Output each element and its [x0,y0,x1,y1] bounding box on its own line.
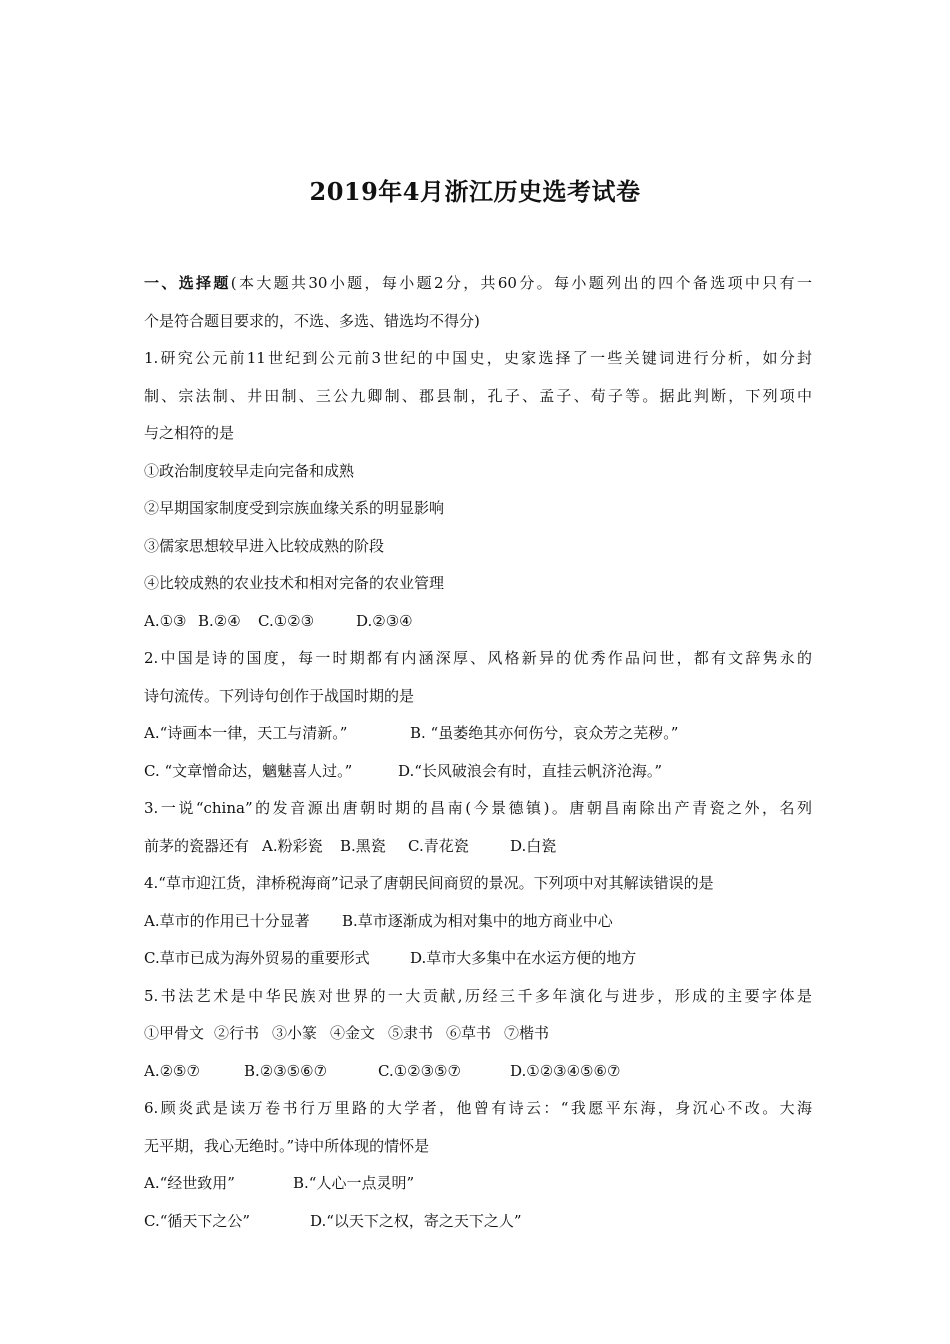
q6-stem-line1: 6.顾炎武是读万卷书行万里路的大学者，他曾有诗云：“我愿平东海，身沉心不改。大海 [144,1099,812,1117]
q4-option-c: C.草市已成为海外贸易的重要形式 [144,949,370,967]
q5-stem-line1: 5.书法艺术是中华民族对世界的一大贡献,历经三千多年演化与进步，形成的主要字体是 [144,986,812,1005]
q2-option-d: D.“长风破浪会有时，直挂云帆济沧海。” [398,761,663,780]
q6-options-row2 [144,1203,812,1241]
q4-option-b: B.草市逐渐成为相对集中的地方商业中心 [342,911,613,930]
q5-options [144,1053,812,1091]
q3-stem-line1: 3.一说“china”的发音源出唐朝时期的昌南(今景德镇)。唐朝昌南除出产青瓷之外，名列 [144,799,812,817]
q2-option-b: B. “虽萎绝其亦何伤兮，哀众芳之芜秽。” [410,724,679,742]
q2-options-row2 [144,753,812,791]
q6-stem-line2: 无平期，我心无绝时。”诗中所体现的情怀是 [144,1136,430,1155]
q5-item: ②行书 [214,1024,260,1042]
exam-content [144,265,812,1240]
q6-option-a: A.“经世致用” [144,1174,235,1192]
section-instruction-line1 [144,265,812,303]
q2-options-row1 [144,715,812,753]
q2-stem-line2: 诗句流传。下列诗句创作于战国时期的是 [144,686,415,705]
q1-option-b: B.②④ [198,611,241,630]
q2-stem-line1: 2.中国是诗的国度，每一时期都有内涵深厚、风格新异的优秀作品问世，都有文辞隽永的 [144,649,812,667]
q2-option-a: A.“诗画本一律，天工与清新。” [144,724,348,742]
q3-option-d: D.白瓷 [510,836,557,855]
q1-stem-line3: 与之相符的是 [144,424,235,442]
q1-item: ①政治制度较早走向完备和成熟 [144,461,355,480]
q1-stem-line1: 1.研究公元前11世纪到公元前3世纪的中国史，史家选择了一些关键词进行分析，如分封 [144,349,812,367]
q1-stem-line2: 制、宗法制、井田制、三公九卿制、郡县制，孔子、孟子、荀子等。据此判断，下列项中 [144,386,812,405]
q4-option-d: D.草市大多集中在水运方便的地方 [410,949,637,967]
q5-item: ⑤隶书 [388,1024,434,1042]
q5-option-b: B.②③⑤⑥⑦ [244,1061,328,1080]
q5-item: ④金文 [330,1024,376,1042]
q5-item: ⑥草书 [446,1024,492,1042]
q5-item: ③小篆 [272,1024,318,1042]
q1-item: ④比较成熟的农业技术和相对完备的农业管理 [144,574,445,592]
q1-options [144,603,812,641]
q6-option-b: B.“人心一点灵明” [293,1174,415,1192]
q3-stem-line2 [144,828,812,866]
q3-option-b: B.黑瓷 [340,836,386,855]
q1-option-a: A.①③ [144,611,187,630]
q4-option-a: A.草市的作用已十分显著 [144,911,310,930]
q5-items [144,1015,812,1053]
q4-options-row1 [144,903,812,941]
q6-option-d: D.“以天下之权，寄之天下之人” [310,1211,522,1230]
q5-item: ⑦楷书 [504,1024,550,1042]
q3-option-a: A.粉彩瓷 [262,836,323,855]
section-heading: 一、选择题 [144,274,231,292]
section-instruction-text: (本大题共30小题，每小题2分，共60分。每小题列出的四个备选项中只有一 [230,274,812,292]
q6-option-c: C.“循天下之公” [144,1211,251,1230]
q5-item: ①甲骨文 [144,1024,205,1042]
section-instruction-line2: 个是符合题目要求的，不选、多选、错选均不得分) [144,311,480,330]
page-title: 2019年4月浙江历史选考试卷 [309,177,641,206]
q1-option-d: D.②③④ [356,611,413,630]
q3-stem-tail: 前茅的瓷器还有 [144,836,250,855]
q1-option-c: C.①②③ [258,611,315,630]
q4-stem-line1: 4.“草市迎江货，津桥税海商”记录了唐朝民间商贸的景况。下列项中对其解读错误的是 [144,874,714,892]
q5-option-c: C.①②③⑤⑦ [378,1061,461,1080]
q5-option-d: D.①②③④⑤⑥⑦ [510,1061,621,1080]
q5-option-a: A.②⑤⑦ [144,1061,200,1080]
q3-option-c: C.青花瓷 [408,836,469,855]
q1-item: ②早期国家制度受到宗族血缘关系的明显影响 [144,499,445,517]
q6-options-row1 [144,1165,812,1203]
q2-option-c: C. “文章憎命达，魑魅喜人过。” [144,761,353,780]
q4-options-row2 [144,940,812,978]
q1-item: ③儒家思想较早进入比较成熟的阶段 [144,536,385,555]
